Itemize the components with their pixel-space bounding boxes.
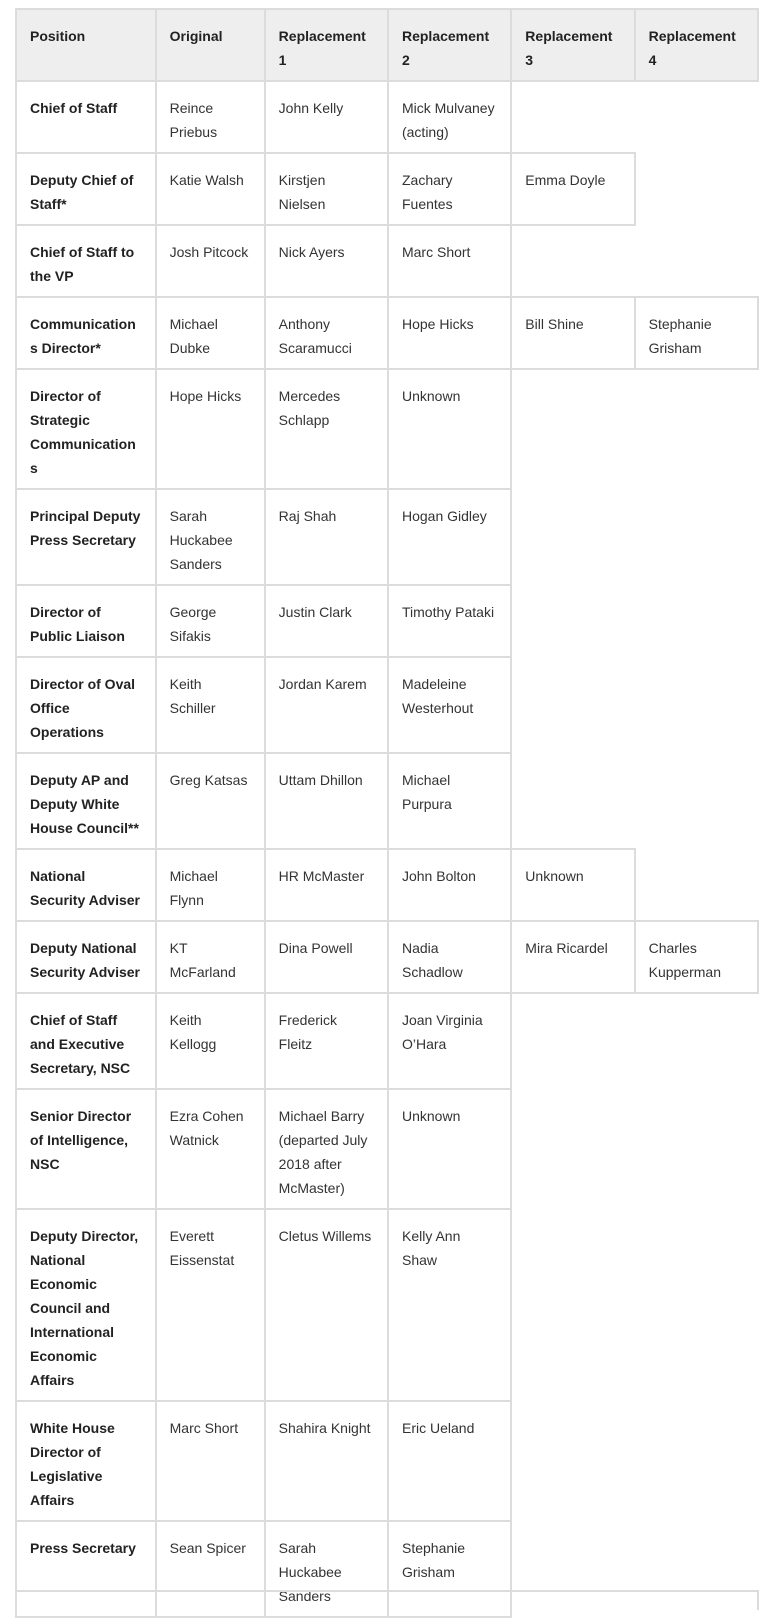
table-row (16, 81, 758, 153)
position-cell: Deputy Chief of Staff* (16, 153, 156, 225)
empty-cell (511, 225, 634, 297)
table-bottom-edge (15, 1590, 759, 1610)
replacement-1-cell: Justin Clark (265, 585, 388, 657)
empty-cell (511, 1401, 634, 1521)
original-cell: Sarah Huckabee Sanders (156, 489, 265, 585)
empty-cell (635, 225, 758, 297)
empty-cell (635, 1089, 758, 1209)
replacement-2-cell: Joan Virginia O’Hara (388, 993, 511, 1089)
replacement-2-cell: Mick Mulvaney (acting) (388, 81, 511, 153)
original-cell: Keith Kellogg (156, 993, 265, 1089)
replacement-4-cell: Charles Kupperman (635, 921, 758, 993)
empty-cell (635, 585, 758, 657)
replacement-1-cell: John Kelly (265, 81, 388, 153)
empty-cell (635, 1209, 758, 1401)
empty-cell (511, 753, 634, 849)
position-cell: Chief of Staff (16, 81, 156, 153)
replacement-2-cell: Marc Short (388, 225, 511, 297)
header-row (16, 9, 758, 81)
table-row (16, 849, 758, 921)
replacement-1-cell: Frederick Fleitz (265, 993, 388, 1089)
original-cell: Hope Hicks (156, 369, 265, 489)
replacement-1-cell: Dina Powell (265, 921, 388, 993)
table-body (16, 81, 758, 1617)
original-cell: Everett Eissenstat (156, 1209, 265, 1401)
empty-cell (511, 657, 634, 753)
original-cell: Josh Pitcock (156, 225, 265, 297)
replacement-2-cell: Hope Hicks (388, 297, 511, 369)
replacement-3-cell: Unknown (511, 849, 634, 921)
empty-cell (635, 153, 758, 225)
replacement-1-cell: HR McMaster (265, 849, 388, 921)
replacement-2-cell: Unknown (388, 1089, 511, 1209)
replacement-2-cell: John Bolton (388, 849, 511, 921)
table-row (16, 369, 758, 489)
empty-cell (635, 489, 758, 585)
position-cell: Principal Deputy Press Secretary (16, 489, 156, 585)
table-row (16, 1209, 758, 1401)
table-row (16, 489, 758, 585)
original-cell: Reince Priebus (156, 81, 265, 153)
table-row (16, 585, 758, 657)
original-cell: Sean Spicer (156, 1521, 265, 1617)
replacement-1-cell: Uttam Dhillon (265, 753, 388, 849)
replacement-2-cell: Michael Purpura (388, 753, 511, 849)
original-cell: Keith Schiller (156, 657, 265, 753)
replacement-3-cell: Mira Ricardel (511, 921, 634, 993)
replacement-2-cell: Timothy Pataki (388, 585, 511, 657)
empty-cell (511, 369, 634, 489)
table-row (16, 1089, 758, 1209)
replacement-1-cell: Shahira Knight (265, 1401, 388, 1521)
position-cell: Communications Director* (16, 297, 156, 369)
original-cell: KT McFarland (156, 921, 265, 993)
empty-cell (635, 81, 758, 153)
empty-cell (511, 81, 634, 153)
empty-cell (635, 849, 758, 921)
column-header-replacement-3: Replacement 3 (511, 9, 634, 81)
replacement-1-cell: Nick Ayers (265, 225, 388, 297)
position-cell: Chief of Staff and Executive Secretary, NSC (16, 993, 156, 1089)
position-cell: White House Director of Legislative Affairs (16, 1401, 156, 1521)
staff-turnover-table (15, 8, 759, 1618)
column-header-replacement-2: Replacement 2 (388, 9, 511, 81)
empty-cell (511, 1209, 634, 1401)
position-cell: Chief of Staff to the VP (16, 225, 156, 297)
replacement-1-cell: Kirstjen Nielsen (265, 153, 388, 225)
replacement-4-cell: Stephanie Grisham (635, 297, 758, 369)
original-cell: Ezra Cohen Watnick (156, 1089, 265, 1209)
replacement-1-cell: Michael Barry (departed July 2018 after McMaster) (265, 1089, 388, 1209)
original-cell: George Sifakis (156, 585, 265, 657)
table-row (16, 297, 758, 369)
empty-cell (635, 369, 758, 489)
table-row (16, 153, 758, 225)
replacement-1-cell: Mercedes Schlapp (265, 369, 388, 489)
position-cell: Director of Oval Office Operations (16, 657, 156, 753)
column-header-position: Position (16, 9, 156, 81)
replacement-2-cell: Kelly Ann Shaw (388, 1209, 511, 1401)
original-cell: Greg Katsas (156, 753, 265, 849)
empty-cell (511, 489, 634, 585)
table-row (16, 753, 758, 849)
empty-cell (511, 1089, 634, 1209)
original-cell: Marc Short (156, 1401, 265, 1521)
replacement-1-cell: Cletus Willems (265, 1209, 388, 1401)
replacement-2-cell: Eric Ueland (388, 1401, 511, 1521)
table-header (16, 9, 758, 81)
replacement-2-cell: Stephanie Grisham (388, 1521, 511, 1617)
empty-cell (635, 993, 758, 1089)
position-cell: Deputy AP and Deputy White House Council** (16, 753, 156, 849)
replacement-1-cell: Raj Shah (265, 489, 388, 585)
replacement-1-cell: Jordan Karem (265, 657, 388, 753)
column-header-original: Original (156, 9, 265, 81)
original-cell: Michael Flynn (156, 849, 265, 921)
replacement-3-cell: Emma Doyle (511, 153, 634, 225)
position-cell: Deputy Director, National Economic Council and International Economic Affairs (16, 1209, 156, 1401)
position-cell: Director of Public Liaison (16, 585, 156, 657)
table-row (16, 225, 758, 297)
replacement-2-cell: Madeleine Westerhout (388, 657, 511, 753)
empty-cell (635, 753, 758, 849)
replacement-2-cell: Zachary Fuentes (388, 153, 511, 225)
empty-cell (511, 993, 634, 1089)
empty-cell (635, 1401, 758, 1521)
table-row (16, 921, 758, 993)
column-header-replacement-4: Replacement 4 (635, 9, 758, 81)
table-row (16, 993, 758, 1089)
replacement-2-cell: Unknown (388, 369, 511, 489)
replacement-1-cell: Sarah Huckabee Sanders (265, 1521, 388, 1617)
empty-cell (511, 585, 634, 657)
original-cell: Michael Dubke (156, 297, 265, 369)
position-cell: Director of Strategic Communications (16, 369, 156, 489)
empty-cell (635, 657, 758, 753)
replacement-3-cell: Bill Shine (511, 297, 634, 369)
position-cell: Senior Director of Intelligence, NSC (16, 1089, 156, 1209)
replacement-2-cell: Nadia Schadlow (388, 921, 511, 993)
replacement-1-cell: Anthony Scaramucci (265, 297, 388, 369)
position-cell: Deputy National Security Adviser (16, 921, 156, 993)
position-cell: National Security Adviser (16, 849, 156, 921)
original-cell: Katie Walsh (156, 153, 265, 225)
position-cell: Press Secretary (16, 1521, 156, 1617)
table-row (16, 657, 758, 753)
table-row (16, 1401, 758, 1521)
replacement-2-cell: Hogan Gidley (388, 489, 511, 585)
column-header-replacement-1: Replacement 1 (265, 9, 388, 81)
